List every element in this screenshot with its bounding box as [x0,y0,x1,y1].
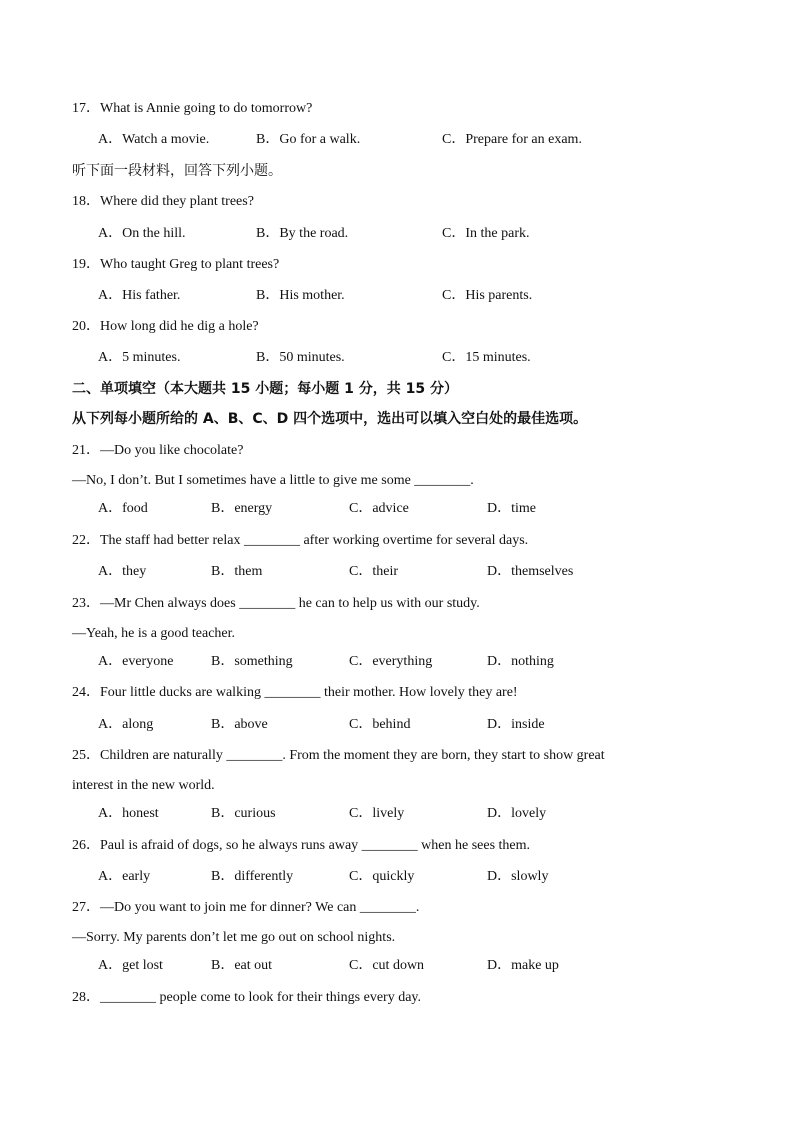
question-text: 20．How long did he dig a hole? [72,319,259,334]
answer-option-b: B．above [211,717,268,732]
question-continuation: —Sorry. My parents don’t let me go out on school nights. [72,930,396,945]
answer-option-c: C．lively [349,806,405,821]
answer-option-c: C．His parents. [442,288,533,303]
answer-option-d: D．slowly [487,869,549,884]
question-text: 27．—Do you want to join me for dinner? We can ________. [72,900,420,915]
question-text: 19．Who taught Greg to plant trees? [72,257,280,272]
answer-option-c: C．quickly [349,869,415,884]
question-text: 17．What is Annie going to do tomorrow? [72,101,313,116]
answer-option-b: B．energy [211,501,273,516]
answer-option-d: D．lovely [487,806,547,821]
question-text: 22．The staff had better relax ________ after working overtime for several days. [72,533,529,548]
answer-option-c: C．behind [349,717,411,732]
question-text: 18．Where did they plant trees? [72,194,254,209]
section-heading: 二、单项填空（本大题共 15 小题；每小题 1 分，共 15 分） [72,381,458,397]
answer-option-a: A．Watch a movie. [98,132,210,147]
question-continuation: interest in the new world. [72,778,215,793]
answer-option-c: C．15 minutes. [442,350,531,365]
answer-option-b: B．eat out [211,958,273,973]
answer-option-c: C．their [349,564,398,579]
answer-option-b: B．something [211,654,293,669]
answer-option-a: A．His father. [98,288,181,303]
answer-option-a: A．along [98,717,154,732]
answer-option-a: A．honest [98,806,159,821]
answer-option-a: A．everyone [98,654,174,669]
question-text: 26．Paul is afraid of dogs, so he always runs away ________ when he sees them. [72,838,531,853]
answer-option-a: A．On the hill. [98,226,186,241]
answer-option-b: B．By the road. [256,226,349,241]
question-continuation: —Yeah, he is a good teacher. [72,626,236,641]
answer-option-b: B．differently [211,869,294,884]
answer-option-c: C．everything [349,654,433,669]
answer-option-b: B．50 minutes. [256,350,345,365]
answer-option-c: C．Prepare for an exam. [442,132,582,147]
question-text: 25．Children are naturally ________. From the moment they are born, they start to show great [72,748,605,763]
section-heading: 从下列每小题所给的 A、B、C、D 四个选项中，选出可以填入空白处的最佳选项。 [72,411,588,427]
answer-option-b: B．them [211,564,263,579]
question-text: 23．—Mr Chen always does ________ he can to help us with our study. [72,596,480,611]
question-text: 24．Four little ducks are walking ________ their mother. How lovely they are! [72,685,518,700]
answer-option-a: A．early [98,869,151,884]
answer-option-d: D．nothing [487,654,554,669]
answer-option-a: A．they [98,564,147,579]
question-text: 21．—Do you like chocolate? [72,443,244,458]
answer-option-b: B．Go for a walk. [256,132,361,147]
answer-option-d: D．inside [487,717,545,732]
answer-option-a: A．get lost [98,958,163,973]
answer-option-a: A．food [98,501,148,516]
answer-option-c: C．cut down [349,958,425,973]
answer-option-b: B．curious [211,806,276,821]
question-continuation: —No, I don’t. But I sometimes have a little to give me some ________. [72,473,474,488]
question-text: 28．________ people come to look for their things every day. [72,990,422,1005]
answer-option-d: D．themselves [487,564,574,579]
instruction-note: 听下面一段材料，回答下列小题。 [72,163,282,179]
answer-option-c: C．advice [349,501,409,516]
answer-option-a: A．5 minutes. [98,350,181,365]
answer-option-d: D．make up [487,958,559,973]
answer-option-c: C．In the park. [442,226,530,241]
answer-option-b: B．His mother. [256,288,345,303]
answer-option-d: D．time [487,501,536,516]
